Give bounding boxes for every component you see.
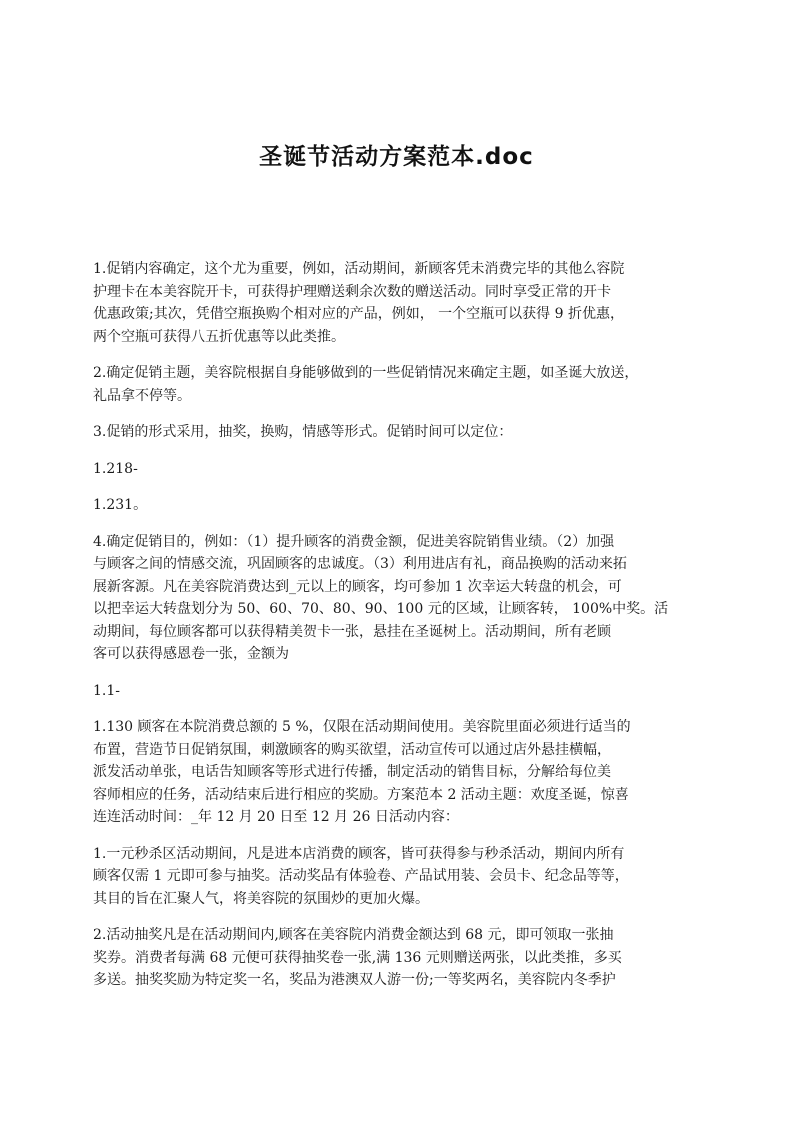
document-title: 圣诞节活动方案范本.doc <box>259 144 534 170</box>
paragraph-5 <box>93 494 713 517</box>
text-line: 2.确定促销主题，美容院根据自身能够做到的一些促销情况来确定主题，如圣诞大放送， <box>93 365 639 381</box>
text-line: 派发活动单张，电话告知顾客等形式进行传播，制定活动的销售目标，分解给每位美 <box>93 764 611 780</box>
text-line: 2.活动抽奖凡是在活动期间内,顾客在美容院内消费金额达到 68 元，即可领取一张抽 <box>93 927 614 943</box>
text-line: 两个空瓶可获得八五折优惠等以此类推。 <box>93 328 345 345</box>
document-body <box>93 258 713 1006</box>
text-line: 多送。抽奖奖励为特定奖一名，奖品为港澳双人游一份;一等奖两名，美容院内冬季护 <box>93 972 616 988</box>
text-line: 容师相应的任务，活动结束后进行相应的奖励。方案范本 2 活动主题：欢度圣诞，惊喜 <box>93 786 629 803</box>
text-line: 顾客仅需 1 元即可参与抽奖。活动奖品有体验卷、产品试用装、会员卡、纪念品等等， <box>93 868 629 884</box>
paragraph-8 <box>93 716 713 829</box>
text-line: 3.促销的形式采用，抽奖，换购，情感等形式。促销时间可以定位： <box>93 424 513 440</box>
text-line: 优惠政策;其次，凭借空瓶换购个相对应的产品，例如， 一个空瓶可以获得 9 折优惠， <box>93 306 624 322</box>
text-line: 动期间，每位顾客都可以获得精美贺卡一张，悬挂在圣诞树上。活动期间，所有老顾 <box>93 623 611 640</box>
text-line: 护理卡在本美容院开卡，可获得护理赠送剩余次数的赠送活动。同时享受正常的开卡 <box>93 283 611 300</box>
text-line: 1.130 顾客在本院消费总额的 5 %，仅限在活动期间使用。美容院里面必须进行适当的 <box>93 719 631 735</box>
text-line: 4.确定促销目的，例如：（1）提升顾客的消费金额，促进美容院销售业绩。（2）加强 <box>93 533 615 550</box>
text-line: 布置，营造节日促销氛围，刺激顾客的购买欲望，活动宣传可以通过店外悬挂横幅， <box>93 741 611 758</box>
paragraph-7 <box>93 680 713 703</box>
text-line: 其目的旨在汇聚人气，将美容院的氛围炒的更加火爆。 <box>93 890 429 907</box>
text-line: 1.218- <box>93 460 138 477</box>
text-line: 以把幸运大转盘划分为 50、60、70、80、90、100 元的区域，让顾客转， 100%中奖。活 <box>93 601 669 617</box>
paragraph-10 <box>93 924 713 992</box>
text-line: 1.1- <box>93 682 120 699</box>
paragraph-4 <box>93 458 713 481</box>
paragraph-6 <box>93 531 713 666</box>
text-line: 连连活动时间：_年 12 月 20 日至 12 月 26 日活动内容： <box>93 809 459 825</box>
paragraph-1 <box>93 258 713 348</box>
paragraph-3 <box>93 421 713 444</box>
text-line: 奖券。消费者每满 68 元便可获得抽奖卷一张,满 136 元则赠送两张，以此类推，多买 <box>93 949 622 966</box>
text-line: 展新客源。凡在美容院消费达到_元以上的顾客，均可参加 1 次幸运大转盘的机会，可 <box>93 578 622 595</box>
paragraph-9 <box>93 843 713 911</box>
text-line: 与顾客之间的情感交流，巩固顾客的忠诚度。（3）利用进店有礼，商品换购的活动来拓 <box>93 556 627 572</box>
text-line: 1.一元秒杀区活动期间，凡是进本店消费的顾客，皆可获得参与秒杀活动，期间内所有 <box>93 845 625 862</box>
text-line: 客可以获得感恩卷一张，金额为 <box>93 646 289 662</box>
text-line: 1.231。 <box>93 497 148 513</box>
text-line: 1.促销内容确定，这个尤为重要，例如，活动期间，新顾客凭未消费完毕的其他么容院 <box>93 261 625 277</box>
text-line: 礼品拿不停等。 <box>93 387 191 404</box>
paragraph-2 <box>93 362 713 407</box>
